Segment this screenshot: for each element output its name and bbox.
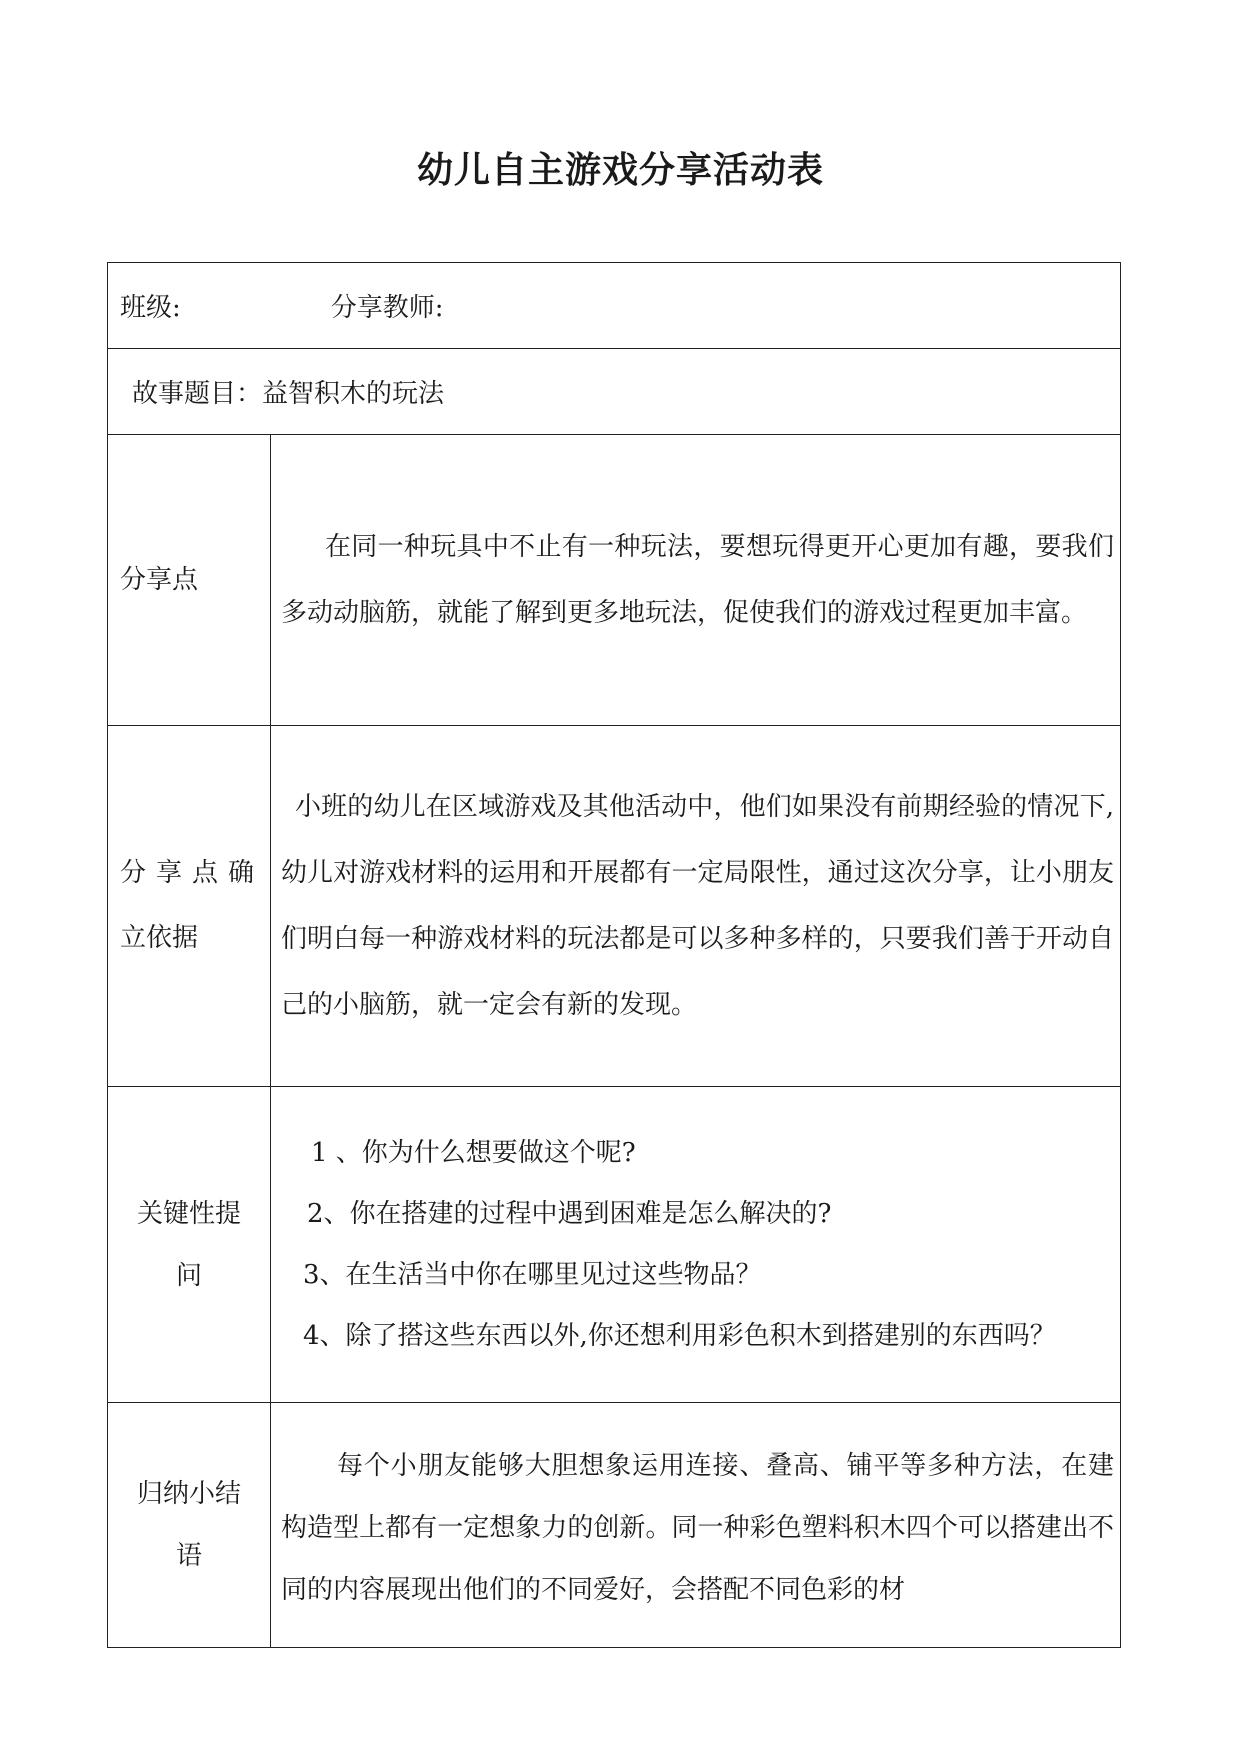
question-item: 2、你在搭建的过程中遇到困难是怎么解决的? [307, 1198, 832, 1229]
basis-text: 小班的幼儿在区域游戏及其他活动中，他们如果没有前期经验的情况下,幼儿对游戏材料的运用和开展都有一定局限性，通过这次分享，让小朋友们明白每一种游戏材料的玩法都是可以多种多样的，只要我们善于开动自己的小脑筋，就一定会有新的发现。 [281, 792, 1114, 1020]
row-class-teacher [108, 263, 1121, 349]
question-item: 3、在生活当中你在哪里见过这些物品？ [303, 1259, 762, 1290]
page-title: 幼儿自主游戏分享活动表 [416, 150, 824, 191]
row-share-point [108, 435, 1121, 726]
teacher-label: 分享教师: [330, 293, 444, 323]
row-summary [108, 1403, 1121, 1648]
topic-value: 益智积木的玩法 [262, 379, 445, 409]
summary-label-line2: 语 [175, 1541, 202, 1571]
share-point-label: 分享点 [108, 435, 271, 726]
summary-label [108, 1403, 271, 1648]
topic-cell [108, 349, 1121, 435]
questions-cell [271, 1087, 1121, 1403]
share-point-cell [271, 435, 1121, 726]
summary-cell [271, 1403, 1121, 1648]
question-item: 4、除了搭这些东西以外,你还想利用彩色积木到搭建别的东西吗？ [303, 1320, 1056, 1351]
basis-label-line2: 立依据 [120, 923, 199, 953]
basis-cell [271, 726, 1121, 1087]
question-item: 1 、你为什么想要做这个呢? [311, 1137, 636, 1168]
row-topic [108, 349, 1121, 435]
class-teacher-cell [108, 263, 1121, 349]
share-point-text: 在同一种玩具中不止有一种玩法，要想玩得更开心更加有趣，要我们多动动脑筋，就能了解到更多地玩法，促使我们的游戏过程更加丰富。 [281, 532, 1114, 628]
basis-label-line1: 分享点确 [120, 858, 265, 888]
summary-label-line1: 归纳小结 [136, 1479, 241, 1509]
basis-label [108, 726, 271, 1087]
row-questions [108, 1087, 1121, 1403]
questions-label [108, 1087, 271, 1403]
summary-text: 每个小朋友能够大胆想象运用连接、叠高、铺平等多种方法，在建构造型上都有一定想象力的创新。同一种彩色塑料积木四个可以搭建出不同的内容展现出他们的不同爱好，会搭配不同色彩的材 [281, 1451, 1114, 1605]
row-basis [108, 726, 1121, 1087]
class-label: 班级: [120, 293, 181, 323]
activity-table [107, 262, 1121, 1648]
topic-label: 故事题目： [132, 379, 263, 409]
questions-label-line1: 关键性提 [136, 1198, 241, 1229]
questions-label-line2: 问 [175, 1260, 202, 1291]
